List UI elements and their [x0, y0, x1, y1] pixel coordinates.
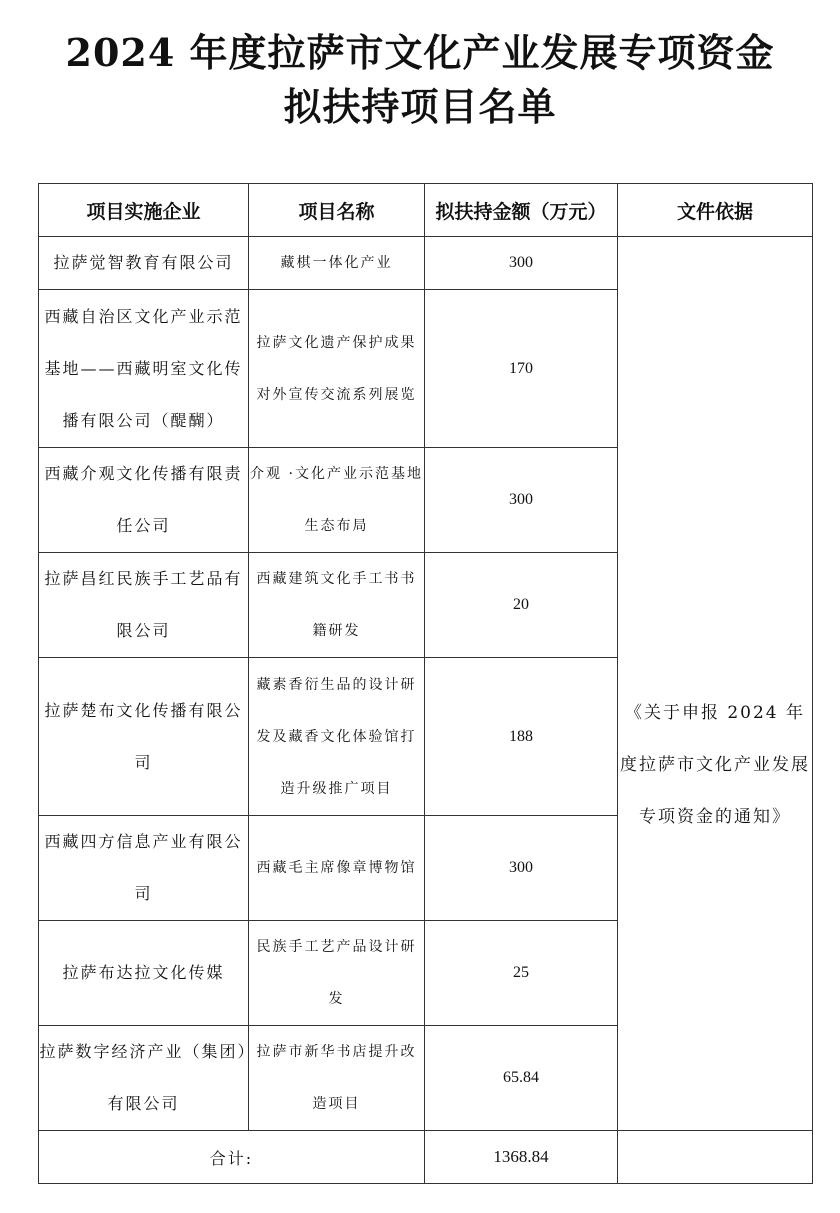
- project-cell: 拉萨文化遗产保护成果对外宣传交流系列展览: [249, 290, 425, 448]
- project-cell: 西藏建筑文化手工书书籍研发: [249, 553, 425, 658]
- table-header-row: [39, 184, 813, 237]
- amount-cell: 300: [425, 816, 618, 921]
- project-list-table: [38, 183, 813, 1184]
- amount-cell: 300: [425, 237, 618, 290]
- amount-cell: 188: [425, 658, 618, 816]
- amount-cell: 65.84: [425, 1026, 618, 1131]
- company-cell: 西藏介观文化传播有限责任公司: [39, 448, 249, 553]
- basis-cell: [618, 237, 813, 1131]
- amount-cell: 300: [425, 448, 618, 553]
- company-cell: 拉萨觉智教育有限公司: [39, 237, 249, 290]
- header-project: 项目名称: [249, 184, 425, 237]
- total-value: 1368.84: [425, 1131, 618, 1184]
- project-cell: 民族手工艺产品设计研发: [249, 921, 425, 1026]
- total-basis-empty-cell: [618, 1131, 813, 1184]
- total-row: [39, 1131, 813, 1184]
- project-cell: 介观 ·文化产业示范基地生态布局: [249, 448, 425, 553]
- company-cell: 西藏自治区文化产业示范基地——西藏明室文化传播有限公司（醍醐）: [39, 290, 249, 448]
- header-amount: 拟扶持金额（万元）: [425, 184, 618, 237]
- amount-cell: 25: [425, 921, 618, 1026]
- project-cell: 藏素香衍生品的设计研发及藏香文化体验馆打造升级推广项目: [249, 658, 425, 816]
- header-basis: 文件依据: [618, 184, 813, 237]
- table-row: [39, 237, 813, 290]
- project-cell: 藏棋一体化产业: [249, 237, 425, 290]
- project-cell: 西藏毛主席像章博物馆: [249, 816, 425, 921]
- project-cell: 拉萨市新华书店提升改造项目: [249, 1026, 425, 1131]
- total-label: 合计:: [39, 1131, 425, 1184]
- document-title-line-1: 2024 年度拉萨市文化产业发展专项资金: [65, 30, 775, 75]
- company-cell: 拉萨楚布文化传播有限公司: [39, 658, 249, 816]
- amount-cell: 20: [425, 553, 618, 658]
- company-cell: 拉萨数字经济产业（集团）有限公司: [39, 1026, 249, 1131]
- company-cell: 拉萨布达拉文化传媒: [39, 921, 249, 1026]
- header-company: 项目实施企业: [39, 184, 249, 237]
- company-cell: 拉萨昌红民族手工艺品有限公司: [39, 553, 249, 658]
- basis-text: 《关于申报 2024 年度拉萨市文化产业发展专项资金的通知》: [620, 702, 810, 827]
- document-title-line-2: 拟扶持项目名单: [283, 84, 557, 129]
- company-cell: 西藏四方信息产业有限公司: [39, 816, 249, 921]
- amount-cell: 170: [425, 290, 618, 448]
